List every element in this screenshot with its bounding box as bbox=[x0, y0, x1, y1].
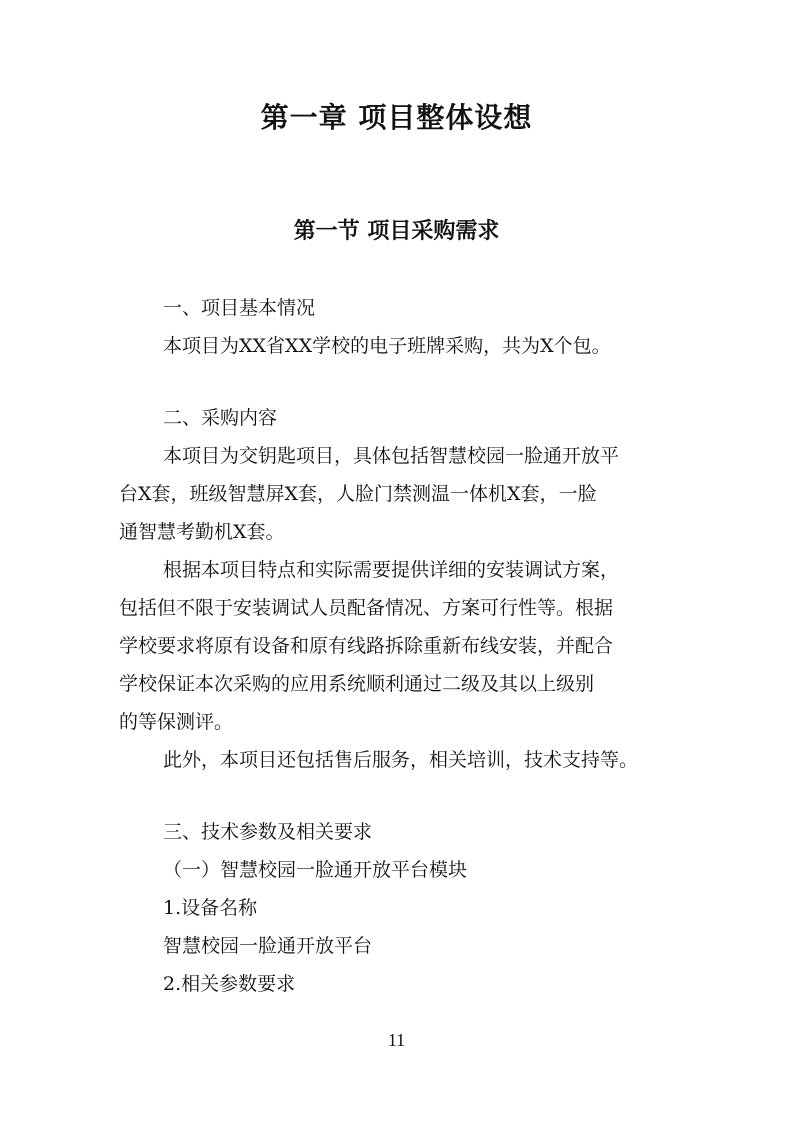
paragraph-line: 学校保证本次采购的应用系统顺利通过二级及其以上级别 bbox=[119, 673, 595, 695]
document-body bbox=[119, 289, 675, 1003]
paragraph-line: 的等保测评。 bbox=[119, 711, 234, 733]
spacer bbox=[119, 365, 675, 399]
page-number: 11 bbox=[387, 1030, 406, 1050]
paragraph-line: 通智慧考勤机X套。 bbox=[119, 521, 285, 543]
spacer bbox=[119, 779, 675, 813]
item-parameters-label: 2.相关参数要求 bbox=[163, 973, 296, 995]
paragraph-line: 根据本项目特点和实际需要提供详细的安装调试方案， bbox=[163, 559, 620, 581]
paragraph-line: 包括但不限于安装调试人员配备情况、方案可行性等。根据 bbox=[119, 597, 614, 619]
paragraph-line: 本项目为交钥匙项目，具体包括智慧校园一脸通开放平 bbox=[163, 445, 620, 467]
section-title: 第一节 项目采购需求 bbox=[293, 219, 500, 244]
heading-procurement-content: 二、采购内容 bbox=[163, 407, 278, 429]
paragraph-services: 此外，本项目还包括售后服务，相关培训，技术支持等。 bbox=[163, 749, 639, 771]
paragraph-line: 台X套，班级智慧屏X套，人脸门禁测温一体机X套，一脸 bbox=[119, 483, 597, 505]
heading-technical-parameters: 三、技术参数及相关要求 bbox=[163, 821, 373, 843]
item-device-name-label: 1.设备名称 bbox=[163, 897, 258, 919]
item-device-name-value: 智慧校园一脸通开放平台 bbox=[163, 935, 373, 957]
chapter-title: 第一章 项目整体设想 bbox=[260, 101, 533, 134]
paragraph-project-basics: 本项目为XX省XX学校的电子班牌采购，共为X个包。 bbox=[163, 335, 611, 357]
subheading-module: （一）智慧校园一脸通开放平台模块 bbox=[163, 859, 468, 881]
paragraph-line: 学校要求将原有设备和原有线路拆除重新布线安装，并配合 bbox=[119, 635, 614, 657]
heading-project-basics: 一、项目基本情况 bbox=[163, 297, 316, 319]
